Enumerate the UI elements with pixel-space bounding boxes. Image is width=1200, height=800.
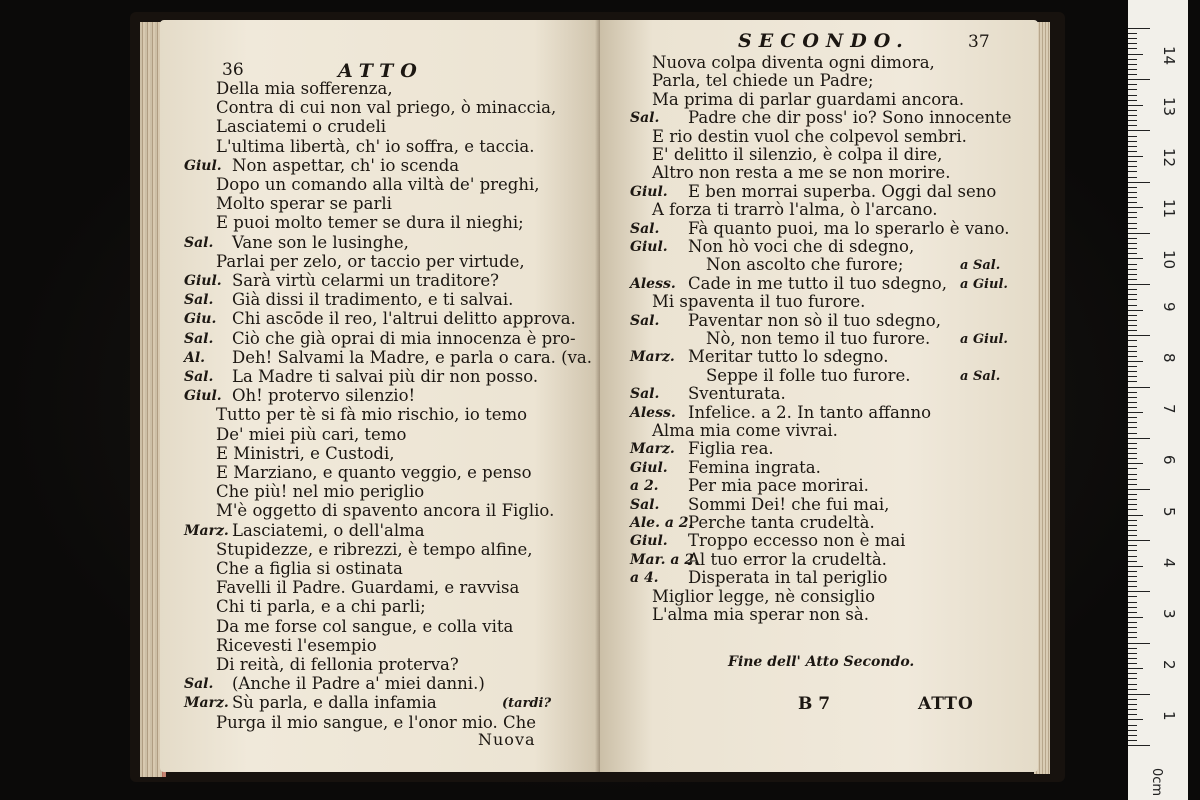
- ruler-tick: [1128, 38, 1137, 39]
- ruler-tick: [1128, 509, 1137, 510]
- right-page: [600, 20, 1038, 772]
- ruler-tick: [1128, 361, 1143, 362]
- text-line: Ciò che già oprai di mia innocenza è pro-: [232, 328, 576, 348]
- ruler-tick: [1128, 576, 1137, 577]
- ruler-tick: [1128, 59, 1137, 60]
- ruler-tick: [1128, 130, 1150, 131]
- ruler-tick: [1128, 274, 1137, 275]
- ruler-tick: [1128, 340, 1137, 341]
- text-line: Alma mia come vivrai.: [652, 421, 838, 440]
- ruler-tick: [1128, 407, 1137, 408]
- text-line: (Anche il Padre a' miei danni.): [232, 674, 485, 694]
- ruler-tick: [1128, 668, 1143, 669]
- ruler-tick: [1128, 515, 1143, 516]
- ruler-tick: [1128, 120, 1137, 121]
- ruler-tick: [1128, 105, 1143, 106]
- ruler-tick: [1128, 612, 1137, 613]
- ruler-tick: [1128, 95, 1137, 96]
- text-line: Contra di cui non val priego, ò minaccia,: [216, 98, 557, 118]
- ruler-number: 3: [1160, 608, 1178, 619]
- ruler-tick: [1128, 520, 1137, 521]
- ruler-tick: [1128, 699, 1137, 700]
- ruler-tick: [1128, 714, 1137, 715]
- ruler-tick: [1128, 294, 1137, 295]
- ruler-tick: [1128, 161, 1137, 162]
- ruler-tick: [1128, 310, 1143, 311]
- ruler-tick: [1128, 141, 1137, 142]
- ruler-tick: [1128, 479, 1137, 480]
- ruler-tick: [1128, 745, 1150, 746]
- ruler-tick: [1128, 264, 1137, 265]
- ruler-tick: [1128, 43, 1137, 44]
- ruler-tick: [1128, 719, 1143, 720]
- stage-direction: a Sal.: [960, 368, 1001, 384]
- ruler-tick: [1128, 217, 1137, 218]
- ruler-tick: [1128, 740, 1137, 741]
- ruler-tick: [1128, 48, 1137, 49]
- ruler-tick: [1128, 371, 1137, 372]
- ruler-number: 8: [1160, 352, 1178, 363]
- text-line: Nò, non temo il tuo furore.: [706, 329, 931, 348]
- text-line: E Marziano, e quanto veggio, e penso: [216, 463, 532, 482]
- speaker-label: Sal.: [184, 676, 214, 693]
- ruler-tick: [1128, 489, 1150, 490]
- ruler-tick: [1128, 74, 1137, 75]
- ruler-tick: [1128, 243, 1137, 244]
- ruler-tick: [1128, 596, 1137, 597]
- ruler-tick: [1128, 125, 1137, 126]
- ruler-tick: [1128, 79, 1150, 80]
- text-line: Oh! protervo silenzio!: [232, 386, 416, 406]
- ruler-tick: [1128, 279, 1137, 280]
- ruler-tick: [1128, 550, 1137, 551]
- ruler-tick: [1128, 658, 1137, 659]
- ruler-tick: [1128, 269, 1137, 270]
- ruler-tick: [1128, 422, 1137, 423]
- speaker-label: a 2.: [630, 478, 659, 495]
- ruler-tick: [1128, 448, 1137, 449]
- speaker-label: Sal.: [630, 496, 660, 513]
- ruler-tick: [1128, 463, 1143, 464]
- text-line: Fà quanto puoi, ma lo sperarlo è vano.: [688, 218, 1010, 238]
- text-line: Lasciatemi, o dell'alma: [232, 520, 425, 540]
- ruler-tick: [1128, 284, 1150, 285]
- text-line: Miglior legge, nè consiglio: [652, 586, 876, 606]
- ruler-tick: [1128, 617, 1143, 618]
- ruler-tick: [1128, 627, 1137, 628]
- text-line: Non hò voci che di sdegno,: [688, 237, 915, 256]
- ruler-number: 2: [1160, 660, 1178, 670]
- text-line: M'è oggetto di spavento ancora il Figlio.: [216, 501, 555, 521]
- speaker-label: Sal.: [630, 220, 660, 237]
- text-line: E' delitto il silenzio, è colpa il dire,: [652, 145, 943, 164]
- ruler-tick: [1128, 632, 1137, 633]
- left-page: [160, 20, 600, 772]
- ruler-tick: [1128, 525, 1137, 526]
- ruler-tick: [1128, 412, 1143, 413]
- text-line: Sventurata.: [688, 384, 786, 404]
- ruler-number: 9: [1160, 301, 1178, 312]
- speaker-label: Marz.: [630, 441, 675, 458]
- ruler-tick: [1128, 156, 1143, 157]
- ruler-tick: [1128, 69, 1137, 70]
- text-line: Molto sperar se parli: [216, 194, 392, 214]
- ruler-unit-label: 0cm: [1149, 768, 1164, 797]
- ruler-tick: [1128, 673, 1137, 674]
- ruler-tick: [1128, 212, 1137, 213]
- ruler-tick: [1128, 474, 1137, 475]
- text-line: Al tuo error la crudeltà.: [688, 549, 887, 569]
- ruler-tick: [1128, 253, 1137, 254]
- speaker-label: Giul.: [184, 157, 222, 174]
- ruler-tick: [1128, 566, 1143, 567]
- end-of-act-note: Fine dell' Atto Secondo.: [728, 654, 915, 670]
- ruler-tick: [1128, 356, 1137, 357]
- ruler-number: 1: [1160, 711, 1178, 721]
- speaker-label: Giul.: [630, 183, 668, 200]
- text-line: Che più! nel mio periglio: [216, 482, 425, 502]
- text-line: E Ministri, e Custodi,: [216, 443, 395, 463]
- ruler-tick: [1128, 704, 1137, 705]
- ruler-tick: [1128, 735, 1137, 736]
- ruler-tick: [1128, 392, 1137, 393]
- ruler-tick: [1128, 494, 1137, 495]
- ruler-tick: [1128, 228, 1137, 229]
- ruler-tick: [1128, 417, 1137, 418]
- speaker-label: Marz.: [184, 522, 229, 539]
- ruler-tick: [1128, 223, 1137, 224]
- speaker-label: Sal.: [184, 369, 214, 385]
- text-line: Dopo un comando alla viltà de' preghi,: [216, 175, 540, 194]
- speaker-label: Sal.: [630, 312, 660, 329]
- speaker-label: Ale. a 2.: [630, 515, 694, 531]
- ruler-tick: [1128, 591, 1150, 592]
- ruler-tick: [1128, 387, 1150, 388]
- ruler-tick: [1128, 202, 1137, 203]
- ruler-tick: [1128, 177, 1137, 178]
- ruler-tick: [1128, 110, 1137, 111]
- text-line: Non ascolto che furore;: [706, 255, 904, 275]
- ruler-tick: [1128, 84, 1137, 85]
- ruler-tick: [1128, 335, 1150, 336]
- text-line: Paventar non sò il tuo sdegno,: [688, 310, 941, 330]
- ruler-tick: [1128, 366, 1137, 367]
- ruler-tick: [1128, 28, 1150, 29]
- running-header: SECONDO.: [738, 30, 910, 52]
- text-line: La Madre ti salvai più dir non posso.: [232, 367, 539, 386]
- ruler-tick: [1128, 453, 1137, 454]
- ruler-tick: [1128, 351, 1137, 352]
- ruler-tick: [1128, 330, 1137, 331]
- ruler-tick: [1128, 427, 1137, 428]
- catchword: Nuova: [478, 730, 536, 749]
- stage-direction: a Giul.: [960, 276, 1008, 292]
- ruler-tick: [1128, 171, 1137, 172]
- ruler-tick: [1128, 653, 1137, 654]
- speaker-label: Giul.: [184, 273, 222, 289]
- ruler-number: 5: [1160, 506, 1178, 517]
- text-line: Che a figlia si ostinata: [216, 559, 403, 578]
- ruler-tick: [1128, 484, 1137, 485]
- running-header: ATTO: [338, 60, 424, 82]
- ruler-tick: [1128, 530, 1137, 531]
- text-line: Chi ti parla, e a chi parli;: [216, 597, 426, 617]
- ruler-tick: [1128, 192, 1137, 193]
- ruler-tick: [1128, 100, 1137, 101]
- page-number: 37: [968, 32, 990, 52]
- ruler-tick: [1128, 602, 1137, 603]
- text-line: Figlia rea.: [688, 439, 774, 459]
- ruler-tick: [1128, 643, 1150, 644]
- text-line: Purga il mio sangue, e l'onor mio. Che: [216, 712, 537, 732]
- ruler-tick: [1128, 709, 1137, 710]
- ruler-tick: [1128, 151, 1137, 152]
- ruler-tick: [1128, 458, 1137, 459]
- ruler-tick: [1128, 678, 1137, 679]
- ruler-tick: [1128, 607, 1137, 608]
- speaker-label: Aless.: [630, 404, 676, 421]
- speaker-label: Giul.: [630, 239, 668, 255]
- ruler-tick: [1128, 663, 1137, 664]
- text-line: Femina ingrata.: [688, 457, 821, 477]
- ruler-tick: [1128, 248, 1137, 249]
- ruler-number: 4: [1160, 557, 1178, 568]
- text-line: Per mia pace morirai.: [688, 476, 869, 496]
- ruler-tick: [1128, 207, 1143, 208]
- ruler-number: 11: [1160, 199, 1178, 219]
- page-number: 36: [222, 60, 244, 80]
- text-line: Cade in me tutto il tuo sdegno,: [688, 273, 947, 293]
- text-line: Stupidezze, e ribrezzi, è tempo alfine,: [216, 539, 533, 559]
- text-line: Favelli il Padre. Guardami, e ravvisa: [216, 578, 520, 598]
- ruler-tick: [1128, 299, 1137, 300]
- ruler-tick: [1128, 233, 1150, 234]
- ruler-tick: [1128, 556, 1137, 557]
- ruler-tick: [1128, 187, 1137, 188]
- ruler-tick: [1128, 320, 1137, 321]
- text-line: Parla, tel chiede un Padre;: [652, 71, 874, 91]
- text-line: Vane son le lusinghe,: [232, 232, 409, 252]
- ruler-tick: [1128, 433, 1137, 434]
- speaker-label: Sal.: [184, 234, 214, 251]
- ruler-tick: [1128, 182, 1150, 183]
- ruler-tick: [1128, 622, 1137, 623]
- text-line: Mi spaventa il tuo furore.: [652, 292, 866, 312]
- ruler-number: 7: [1160, 404, 1178, 414]
- text-line: De' miei più cari, temo: [216, 424, 407, 444]
- ruler-tick: [1128, 381, 1137, 382]
- speaker-label: Sal.: [184, 292, 214, 309]
- text-line: Seppe il folle tuo furore.: [706, 365, 911, 385]
- ruler-tick: [1128, 443, 1137, 444]
- ruler-tick: [1128, 694, 1150, 695]
- ruler-tick: [1128, 315, 1137, 316]
- text-line: Disperata in tal periglio: [688, 568, 888, 588]
- ruler-tick: [1128, 571, 1137, 572]
- text-line: Perche tanta crudeltà.: [688, 513, 875, 532]
- text-line: Deh! Salvami la Madre, e parla o cara. (va.: [232, 347, 593, 367]
- text-line: Ricevesti l'esempio: [216, 635, 377, 655]
- stage-direction: a Giul.: [960, 332, 1008, 347]
- text-line: Sarà virtù celarmi un traditore?: [232, 271, 500, 290]
- text-line: Di reità, di fellonia proterva?: [216, 655, 459, 674]
- ruler-tick: [1128, 540, 1150, 541]
- ruler-tick: [1128, 402, 1137, 403]
- ruler-tick: [1128, 289, 1137, 290]
- speaker-label: Al.: [184, 349, 206, 366]
- speaker-label: Giul.: [630, 533, 668, 550]
- signature-mark: B 7: [798, 694, 831, 714]
- text-line: Troppo eccesso non è mai: [688, 531, 906, 551]
- text-line: Già dissi il tradimento, e ti salvai.: [232, 290, 514, 310]
- text-line: Lasciatemi o crudeli: [216, 117, 386, 137]
- speaker-label: Giul.: [184, 388, 222, 405]
- speaker-label: Sal.: [630, 386, 660, 403]
- ruler-tick: [1128, 648, 1137, 649]
- text-line: Nuova colpa diventa ogni dimora,: [652, 53, 935, 72]
- text-line: Sù parla, e dalla infamia: [232, 693, 437, 713]
- text-line: Altro non resta a me se non morire.: [652, 163, 951, 183]
- ruler-tick: [1128, 136, 1137, 137]
- ruler-number: 12: [1160, 148, 1178, 168]
- ruler-number: 6: [1160, 455, 1178, 465]
- text-line: Infelice. a 2. In tanto affanno: [688, 402, 932, 422]
- text-line: Padre che dir poss' io? Sono innocente: [688, 108, 1012, 128]
- text-line: Della mia sofferenza,: [216, 79, 393, 98]
- text-line: E puoi molto temer se dura il nieghi;: [216, 213, 524, 233]
- ruler-tick: [1128, 33, 1137, 34]
- speaker-label: Giul.: [630, 459, 668, 476]
- ruler-tick: [1128, 730, 1137, 731]
- speaker-label: Mar. a 2.: [630, 551, 699, 568]
- speaker-label: Aless.: [630, 275, 676, 292]
- text-line: Non aspettar, ch' io scenda: [232, 155, 460, 175]
- measurement-ruler: [1128, 0, 1188, 800]
- text-line: Ma prima di parlar guardami ancora.: [652, 89, 965, 109]
- text-line: L'ultima libertà, ch' io soffra, e taccia.: [216, 136, 535, 156]
- ruler-tick: [1128, 581, 1137, 582]
- ruler-tick: [1128, 535, 1137, 536]
- stage-direction: (tardi?: [502, 696, 552, 712]
- text-line: Da me forse col sangue, e colla vita: [216, 616, 514, 636]
- speaker-label: a 4.: [630, 570, 659, 587]
- stage-direction: a Sal.: [960, 258, 1001, 274]
- ruler-tick: [1128, 258, 1143, 259]
- text-line: Meritar tutto lo sdegno.: [688, 347, 889, 367]
- ruler-tick: [1128, 325, 1137, 326]
- speaker-label: Marz.: [184, 695, 229, 712]
- ruler-tick: [1128, 468, 1137, 469]
- ruler-tick: [1128, 346, 1137, 347]
- text-line: Parlai per zelo, or taccio per virtude,: [216, 251, 525, 271]
- text-line: L'alma mia sperar non sà.: [652, 605, 869, 624]
- ruler-tick: [1128, 64, 1137, 65]
- ruler-number: 13: [1160, 96, 1178, 116]
- ruler-tick: [1128, 499, 1137, 500]
- ruler-tick: [1128, 504, 1137, 505]
- speaker-label: Sal.: [184, 330, 214, 347]
- speaker-label: Giu.: [184, 311, 217, 328]
- speaker-label: Marz.: [630, 349, 675, 366]
- ruler-tick: [1128, 684, 1137, 685]
- ruler-tick: [1128, 689, 1137, 690]
- ruler-tick: [1128, 561, 1137, 562]
- ruler-number: 14: [1160, 45, 1178, 65]
- ruler-tick: [1128, 305, 1137, 306]
- text-line: Chi ascōde il reo, l'altrui delitto approva.: [232, 309, 576, 329]
- ruler-tick: [1128, 637, 1137, 638]
- text-line: Sommi Dei! che fui mai,: [688, 494, 890, 514]
- ruler-tick: [1128, 438, 1150, 439]
- catchword: ATTO: [918, 694, 974, 714]
- speaker-label: Sal.: [630, 110, 660, 127]
- ruler-number: 10: [1160, 250, 1178, 270]
- ruler-tick: [1128, 238, 1137, 239]
- text-line: Tutto per tè si fà mio rischio, io temo: [216, 405, 528, 425]
- ruler-tick: [1128, 146, 1137, 147]
- text-line: E rio destin vuol che colpevol sembri.: [652, 126, 967, 146]
- ruler-tick: [1128, 166, 1137, 167]
- ruler-tick: [1128, 376, 1137, 377]
- text-line: E ben morrai superba. Oggi dal seno: [688, 181, 997, 201]
- ruler-tick: [1128, 586, 1137, 587]
- ruler-tick: [1128, 197, 1137, 198]
- ruler-tick: [1128, 89, 1137, 90]
- ruler-tick: [1128, 54, 1143, 55]
- text-line: A forza ti trarrò l'alma, ò l'arcano.: [652, 200, 938, 220]
- ruler-tick: [1128, 115, 1137, 116]
- ruler-tick: [1128, 545, 1137, 546]
- ruler-tick: [1128, 397, 1137, 398]
- ruler-tick: [1128, 725, 1137, 726]
